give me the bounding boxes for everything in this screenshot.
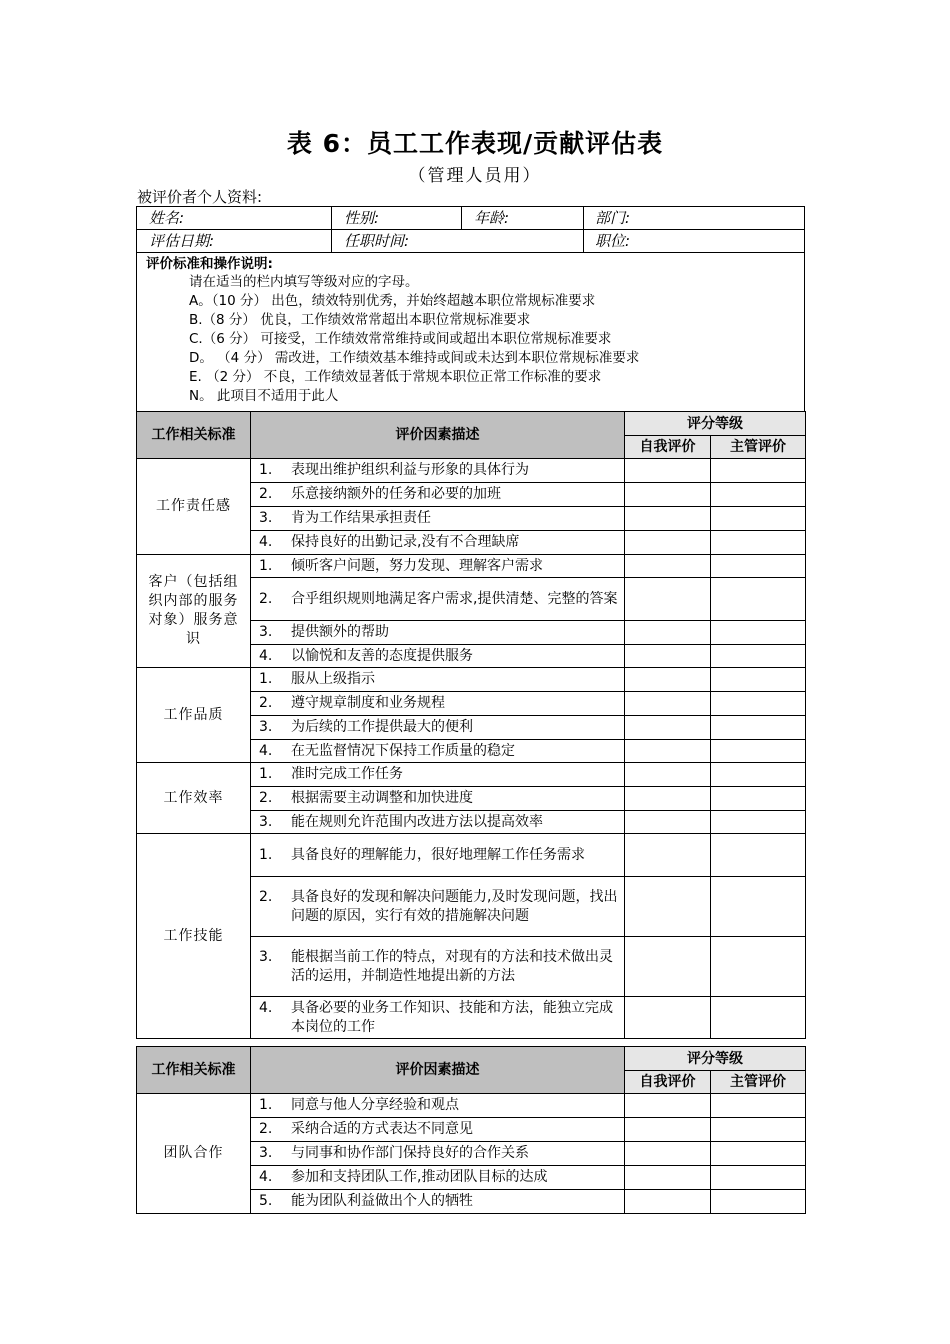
item-number: 3. <box>259 1145 273 1161</box>
instruction-line: C.（6 分） 可接受，工作绩效常常维持或间或超出本职位常规标准要求 <box>189 331 612 347</box>
description-cell <box>251 645 625 668</box>
dept-field[interactable]: 部门: <box>595 209 631 227</box>
instructions-box <box>136 252 805 411</box>
description-cell <box>251 997 625 1039</box>
gender-field[interactable]: 性别: <box>344 209 380 227</box>
self-eval-cell[interactable] <box>625 1094 711 1118</box>
self-eval-cell[interactable] <box>625 621 711 645</box>
criteria-cell: 工作效率 <box>137 763 251 834</box>
description-cell <box>251 1190 625 1214</box>
rating-header: 评分等级 <box>625 1047 806 1071</box>
item-number: 4. <box>259 742 273 759</box>
item-text: 以愉悦和友善的态度提供服务 <box>291 647 473 664</box>
item-text: 乐意接纳额外的任务和必要的加班 <box>291 486 501 502</box>
description-cell <box>251 668 625 692</box>
table-row <box>137 668 806 692</box>
description-cell <box>251 787 625 811</box>
supervisor-eval-cell[interactable] <box>711 531 806 555</box>
item-text: 倾听客户问题，努力发现、理解客户需求 <box>291 557 543 574</box>
criteria-header: 工作相关标准 <box>137 412 251 459</box>
supervisor-eval-cell[interactable] <box>711 1142 806 1166</box>
instruction-line: A。（10 分） 出色，绩效特别优秀，并始终超越本职位常规标准要求 <box>189 293 596 309</box>
desc-header: 评价因素描述 <box>251 412 625 459</box>
self-eval-cell[interactable] <box>625 997 711 1039</box>
description-cell <box>251 555 625 578</box>
supervisor-eval-cell[interactable] <box>711 621 806 645</box>
description-cell <box>251 834 625 877</box>
item-number: 5. <box>259 1193 273 1209</box>
supervisor-eval-cell[interactable] <box>711 787 806 811</box>
self-eval-cell[interactable] <box>625 1118 711 1142</box>
item-number: 2. <box>259 695 273 711</box>
supervisor-eval-cell[interactable] <box>711 1094 806 1118</box>
position-field[interactable]: 职位: <box>595 232 631 250</box>
supervisor-eval-cell[interactable] <box>711 877 806 937</box>
self-eval-cell[interactable] <box>625 1166 711 1190</box>
description-cell <box>251 740 625 763</box>
item-text: 提供额外的帮助 <box>291 624 389 640</box>
table-row <box>137 555 806 578</box>
description-cell <box>251 692 625 716</box>
supervisor-eval-cell[interactable] <box>711 740 806 763</box>
self-eval-cell[interactable] <box>625 834 711 877</box>
self-eval-cell[interactable] <box>625 459 711 483</box>
desc-header: 评价因素描述 <box>251 1047 625 1094</box>
self-eval-cell[interactable] <box>625 811 711 834</box>
self-eval-cell[interactable] <box>625 507 711 531</box>
tenure-field[interactable]: 任职时间: <box>344 232 410 250</box>
description-cell <box>251 1118 625 1142</box>
item-number: 1. <box>259 1097 273 1113</box>
description-cell <box>251 621 625 645</box>
description-cell <box>251 716 625 740</box>
item-number: 4. <box>259 534 273 550</box>
item-text: 参加和支持团队工作,推动团队目标的达成 <box>291 1169 548 1185</box>
table-row <box>137 1094 806 1118</box>
instruction-line: B.（8 分） 优良，工作绩效常常超出本职位常规标准要求 <box>189 312 531 328</box>
name-field[interactable]: 姓名: <box>149 209 185 227</box>
description-cell <box>251 531 625 555</box>
description-cell <box>251 763 625 787</box>
info-section-label: 被评价者个人资料: <box>137 188 263 206</box>
criteria-cell: 客户（包括组织内部的服务对象）服务意识 <box>137 555 251 668</box>
description-cell <box>251 811 625 834</box>
item-number: 4. <box>259 1169 273 1185</box>
item-text: 能为团队利益做出个人的牺牲 <box>291 1193 473 1209</box>
supervisor-eval-cell[interactable] <box>711 668 806 692</box>
eval-date-field[interactable]: 评估日期: <box>149 232 215 250</box>
supervisor-eval-cell[interactable] <box>711 1166 806 1190</box>
description-cell <box>251 877 625 937</box>
item-text: 表现出维护组织利益与形象的具体行为 <box>291 462 529 478</box>
supervisor-eval-cell[interactable] <box>711 834 806 877</box>
item-number: 1. <box>259 766 273 782</box>
item-text: 在无监督情况下保持工作质量的稳定 <box>291 742 515 759</box>
supervisor-eval-cell[interactable] <box>711 1118 806 1142</box>
description-cell <box>251 1166 625 1190</box>
description-cell <box>251 578 625 621</box>
self-eval-cell[interactable] <box>625 716 711 740</box>
instruction-line: E. （2 分） 不良，工作绩效显著低于常规本职位正常工作标准的要求 <box>189 369 602 385</box>
item-text: 具备必要的业务工作知识、技能和方法，能独立完成本岗位的工作 <box>291 999 613 1035</box>
item-text: 根据需要主动调整和加快进度 <box>291 790 473 806</box>
supervisor-eval-header: 主管评价 <box>711 1071 806 1094</box>
item-number: 3. <box>259 510 273 526</box>
self-eval-cell[interactable] <box>625 578 711 621</box>
criteria-cell: 工作品质 <box>137 668 251 763</box>
self-eval-header: 自我评价 <box>625 436 711 459</box>
self-eval-cell[interactable] <box>625 483 711 507</box>
self-eval-cell[interactable] <box>625 763 711 787</box>
supervisor-eval-cell[interactable] <box>711 507 806 531</box>
description-cell <box>251 483 625 507</box>
description-cell <box>251 1094 625 1118</box>
evaluation-table-2 <box>136 1046 806 1214</box>
table-row <box>137 763 806 787</box>
item-number: 1. <box>259 846 273 863</box>
item-text: 合乎组织规则地满足客户需求,提供清楚、完整的答案 <box>291 590 618 607</box>
item-number: 2. <box>259 790 273 806</box>
supervisor-eval-cell[interactable] <box>711 459 806 483</box>
item-text: 同意与他人分享经验和观点 <box>291 1097 459 1113</box>
self-eval-header: 自我评价 <box>625 1071 711 1094</box>
supervisor-eval-cell[interactable] <box>711 483 806 507</box>
item-text: 服从上级指示 <box>291 671 375 687</box>
instruction-line: N。 此项目不适用于此人 <box>189 388 339 404</box>
supervisor-eval-header: 主管评价 <box>711 436 806 459</box>
item-text: 保持良好的出勤记录,没有不合理缺席 <box>291 534 520 550</box>
self-eval-cell[interactable] <box>625 531 711 555</box>
page-title: 表 6：员工工作表现/贡献评估表 <box>286 129 664 158</box>
item-number: 3. <box>259 948 273 965</box>
self-eval-cell[interactable] <box>625 692 711 716</box>
item-text: 准时完成工作任务 <box>291 766 403 782</box>
supervisor-eval-cell[interactable] <box>711 645 806 668</box>
item-number: 2. <box>259 888 273 905</box>
description-cell <box>251 1142 625 1166</box>
header-row <box>137 412 806 436</box>
rating-header: 评分等级 <box>625 412 806 436</box>
criteria-cell: 工作技能 <box>137 834 251 1039</box>
table-row <box>137 459 806 483</box>
item-number: 1. <box>259 462 273 478</box>
supervisor-eval-cell[interactable] <box>711 997 806 1039</box>
description-cell <box>251 507 625 531</box>
supervisor-eval-cell[interactable] <box>711 1190 806 1214</box>
criteria-header: 工作相关标准 <box>137 1047 251 1094</box>
table-row <box>137 834 806 877</box>
self-eval-cell[interactable] <box>625 937 711 997</box>
item-text: 为后续的工作提供最大的便利 <box>291 719 473 735</box>
item-number: 3. <box>259 719 273 735</box>
item-text: 具备良好的理解能力，很好地理解工作任务需求 <box>291 846 585 863</box>
item-text: 肯为工作结果承担责任 <box>291 510 431 526</box>
supervisor-eval-cell[interactable] <box>711 716 806 740</box>
header-row <box>137 1047 806 1071</box>
description-cell <box>251 459 625 483</box>
item-text: 具备良好的发现和解决问题能力,及时发现问题，找出问题的原因，实行有效的措施解决问题 <box>291 888 618 924</box>
self-eval-cell[interactable] <box>625 740 711 763</box>
item-number: 4. <box>259 999 273 1016</box>
self-eval-cell[interactable] <box>625 877 711 937</box>
item-number: 2. <box>259 1121 273 1137</box>
criteria-cell: 团队合作 <box>137 1094 251 1214</box>
description-cell <box>251 937 625 997</box>
age-field[interactable]: 年龄: <box>474 209 510 227</box>
supervisor-eval-cell[interactable] <box>711 555 806 578</box>
instructions-heading: 评价标准和操作说明: <box>146 256 273 272</box>
item-number: 3. <box>259 624 273 640</box>
self-eval-cell[interactable] <box>625 1142 711 1166</box>
item-text: 能根据当前工作的特点，对现有的方法和技术做出灵活的运用，并制造性地提出新的方法 <box>291 948 613 984</box>
item-number: 1. <box>259 671 273 687</box>
page-subtitle: （管理人员用） <box>408 166 542 186</box>
instruction-line: D。 （4 分） 需改进，工作绩效基本维持或间或未达到本职位常规标准要求 <box>189 350 640 366</box>
item-number: 2. <box>259 590 273 607</box>
self-eval-cell[interactable] <box>625 645 711 668</box>
supervisor-eval-cell[interactable] <box>711 763 806 787</box>
item-text: 遵守规章制度和业务规程 <box>291 695 445 711</box>
item-number: 2. <box>259 486 273 502</box>
self-eval-cell[interactable] <box>625 1190 711 1214</box>
personal-info-box <box>136 206 805 253</box>
supervisor-eval-cell[interactable] <box>711 692 806 716</box>
item-text: 采纳合适的方式表达不同意见 <box>291 1121 473 1137</box>
item-number: 1. <box>259 557 273 574</box>
supervisor-eval-cell[interactable] <box>711 811 806 834</box>
self-eval-cell[interactable] <box>625 787 711 811</box>
item-number: 4. <box>259 647 273 664</box>
criteria-cell: 工作责任感 <box>137 459 251 555</box>
supervisor-eval-cell[interactable] <box>711 578 806 621</box>
supervisor-eval-cell[interactable] <box>711 937 806 997</box>
instruction-line: 请在适当的栏内填写等级对应的字母。 <box>189 274 419 290</box>
evaluation-table <box>136 411 806 1039</box>
item-text: 能在规则允许范围内改进方法以提高效率 <box>291 813 543 830</box>
self-eval-cell[interactable] <box>625 668 711 692</box>
item-text: 与同事和协作部门保持良好的合作关系 <box>291 1145 529 1161</box>
item-number: 3. <box>259 813 273 830</box>
self-eval-cell[interactable] <box>625 555 711 578</box>
